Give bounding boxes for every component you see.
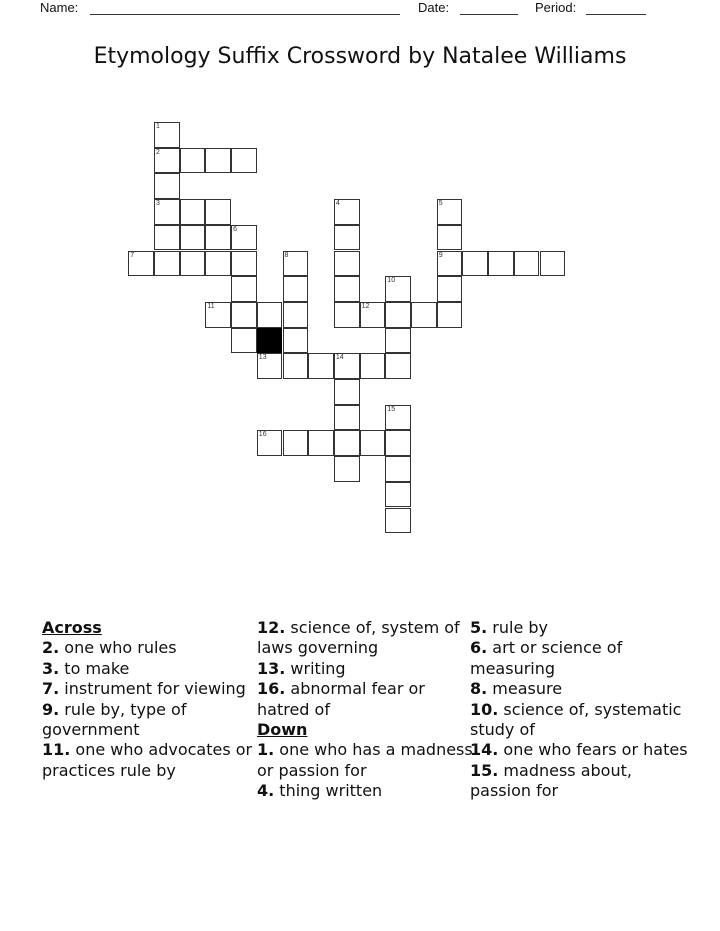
clue-item (257, 740, 477, 781)
grid-cell[interactable] (334, 353, 360, 379)
grid-cell[interactable] (257, 353, 283, 379)
name-label: Name: (40, 0, 79, 15)
grid-cell[interactable] (283, 302, 309, 328)
grid-cell[interactable] (462, 251, 488, 277)
grid-cell[interactable] (283, 276, 309, 302)
grid-cell[interactable] (334, 276, 360, 302)
grid-cell[interactable] (154, 251, 180, 277)
grid-cell[interactable] (385, 482, 411, 508)
grid-cell[interactable] (385, 508, 411, 534)
grid-cell[interactable] (334, 430, 360, 456)
clue-item (257, 679, 477, 720)
clue-number: 5. (470, 618, 488, 637)
grid-cell[interactable] (334, 456, 360, 482)
grid-cell[interactable] (231, 328, 257, 354)
grid-cell[interactable] (385, 302, 411, 328)
grid-cell[interactable] (154, 148, 180, 174)
grid-cell[interactable] (154, 173, 180, 199)
grid-cell[interactable] (231, 276, 257, 302)
grid-cell[interactable] (231, 225, 257, 251)
grid-cell[interactable] (257, 302, 283, 328)
grid-cell[interactable] (180, 251, 206, 277)
grid-cell[interactable] (231, 302, 257, 328)
grid-cell[interactable] (283, 328, 309, 354)
clue-number: 8. (470, 679, 488, 699)
clue-text: science of, system of laws governing (257, 618, 460, 658)
clue-item (257, 781, 477, 801)
clue-text: measure (487, 679, 563, 699)
grid-cell[interactable] (154, 122, 180, 148)
clue-number-label: 1 (156, 123, 160, 130)
clue-item (470, 761, 690, 802)
clue-number: 3. (42, 658, 60, 678)
clue-item (470, 638, 690, 679)
grid-cell[interactable] (514, 251, 540, 277)
clue-item (42, 700, 262, 741)
clues-column-2 (257, 618, 477, 802)
grid-cell[interactable] (540, 251, 566, 277)
clue-number-label: 14 (335, 354, 344, 362)
clue-number: 1. (257, 740, 275, 760)
grid-cell[interactable] (334, 302, 360, 328)
grid-cell[interactable] (385, 405, 411, 431)
grid-cell[interactable] (257, 430, 283, 456)
clue-number-label: 4 (335, 200, 340, 208)
clue-number-label: 10 (387, 277, 396, 285)
clue-number: 7. (42, 679, 60, 699)
clues-column-3 (470, 618, 690, 802)
grid-cell[interactable] (231, 251, 257, 277)
grid-cell[interactable] (154, 225, 180, 251)
clue-number-label: 13 (258, 354, 267, 362)
clue-item (257, 618, 477, 659)
grid-cell[interactable] (180, 199, 206, 225)
clue-text: one who fears or hates (498, 740, 688, 760)
clue-item (470, 618, 690, 638)
grid-cell[interactable] (334, 251, 360, 277)
clue-number-label: 15 (387, 405, 396, 413)
grid-cell[interactable] (180, 148, 206, 174)
grid-cell[interactable] (128, 251, 154, 277)
grid-cell[interactable] (334, 199, 360, 225)
grid-cell[interactable] (205, 225, 231, 251)
across-heading: Across (42, 618, 102, 637)
grid-cell[interactable] (308, 353, 334, 379)
clue-item (42, 679, 262, 699)
clue-number-label: 3 (156, 200, 160, 208)
date-label: Date: (418, 0, 450, 15)
clue-text: madness about, passion for (470, 760, 632, 801)
period-label: Period: (535, 0, 577, 15)
clues-column-1 (42, 618, 262, 781)
clue-text: thing written (274, 781, 383, 801)
clue-number-label: 9 (438, 251, 443, 259)
grid-cell[interactable] (488, 251, 514, 277)
clue-item (257, 659, 477, 679)
clue-text: rule by (487, 618, 549, 637)
clue-number-label: 12 (361, 302, 370, 310)
clue-number: 14. (470, 740, 499, 760)
grid-cell[interactable] (334, 225, 360, 251)
clue-number: 12. (257, 618, 286, 637)
grid-cell[interactable] (360, 353, 386, 379)
grid-cell[interactable] (180, 225, 206, 251)
clue-number-label: 16 (258, 431, 267, 439)
clue-number-label: 7 (130, 251, 135, 259)
grid-cell[interactable] (385, 430, 411, 456)
clue-number: 13. (257, 658, 286, 678)
grid-cell[interactable] (437, 276, 463, 302)
grid-cell[interactable] (334, 405, 360, 431)
grid-cell[interactable] (231, 148, 257, 174)
grid-cell[interactable] (283, 353, 309, 379)
grid-cell[interactable] (437, 302, 463, 328)
page-title: Etymology Suffix Crossword by Natalee Williams (93, 44, 627, 69)
clue-text: writing (285, 658, 346, 678)
grid-cell[interactable] (308, 430, 334, 456)
down-heading: Down (257, 720, 308, 740)
grid-cell[interactable] (437, 225, 463, 251)
grid-cell[interactable] (205, 302, 231, 328)
clue-text: science of, systematic study of (470, 699, 682, 740)
clue-item (42, 659, 262, 679)
clue-number: 2. (42, 638, 60, 658)
grid-cell[interactable] (205, 251, 231, 277)
grid-cell[interactable] (385, 353, 411, 379)
grid-cell[interactable] (385, 276, 411, 302)
clue-number-label: 5 (438, 200, 443, 208)
clue-text: abnormal fear or hatred of (257, 679, 425, 719)
grid-cell[interactable] (205, 199, 231, 225)
grid-cell[interactable] (360, 430, 386, 456)
grid-cell[interactable] (360, 302, 386, 328)
clue-number: 16. (257, 679, 286, 699)
clue-text: one who has a madness or passion for (257, 740, 473, 780)
clue-number: 4. (257, 781, 275, 801)
clue-number-label: 8 (284, 251, 289, 259)
clue-item (470, 679, 690, 699)
clue-text: instrument for viewing (59, 679, 246, 699)
clue-item (470, 740, 690, 760)
clue-number-label: 2 (156, 148, 160, 156)
clue-number: 15. (470, 760, 499, 780)
clue-text: rule by, type of government (42, 699, 187, 740)
clue-text: art or science of measuring (470, 638, 623, 678)
clue-number-label: 6 (233, 225, 237, 233)
grid-cell[interactable] (437, 199, 463, 225)
clue-item (42, 638, 262, 658)
grid-cell[interactable] (385, 328, 411, 354)
clue-text: one who rules (59, 638, 177, 658)
clue-number: 6. (470, 638, 488, 658)
grid-cell[interactable] (437, 251, 463, 277)
clue-number: 11. (42, 740, 71, 760)
clue-number: 10. (470, 699, 499, 719)
grid-cell[interactable] (154, 199, 180, 225)
clue-text: to make (59, 658, 130, 678)
grid-cell[interactable] (385, 456, 411, 482)
grid-cell[interactable] (283, 430, 309, 456)
clue-item (470, 700, 690, 741)
clue-number-label: 11 (207, 302, 215, 310)
clue-item (42, 740, 262, 781)
grid-cell[interactable] (334, 379, 360, 405)
grid-cell[interactable] (205, 148, 231, 174)
grid-black-cell (257, 328, 283, 354)
clue-number: 9. (42, 699, 60, 719)
grid-cell[interactable] (411, 302, 437, 328)
clue-text: one who advocates or practices rule by (42, 740, 253, 780)
grid-cell[interactable] (283, 251, 309, 277)
